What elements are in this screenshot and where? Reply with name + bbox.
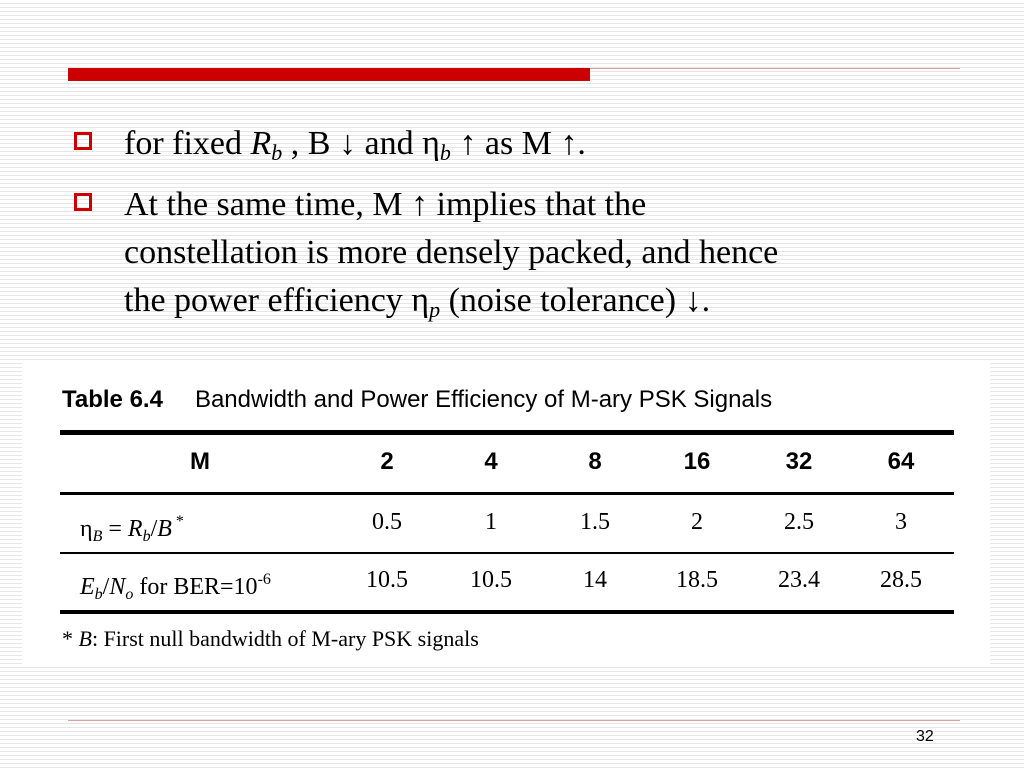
- table-cell: 28.5: [880, 567, 922, 593]
- page-number: 32: [916, 728, 934, 745]
- table-cell: 14: [583, 567, 607, 593]
- table-cell: 3: [895, 509, 907, 535]
- table-row: [60, 502, 954, 545]
- bullet-1-text: for fixed $R_b$ , B ↓ and $\eta_b$ ↑ as M ↑.: [124, 125, 586, 165]
- header-cell: 4: [484, 448, 498, 475]
- header-cell: 8: [588, 448, 602, 475]
- bullet-list: [74, 120, 974, 334]
- header-cell: 2: [380, 448, 394, 475]
- table-cell: 2.5: [784, 509, 814, 535]
- header-cell: 32: [785, 448, 813, 475]
- top-accent-bar: [68, 68, 590, 81]
- header-m: M: [190, 448, 210, 475]
- square-bullet-icon: [74, 132, 92, 150]
- table-cell: 18.5: [676, 567, 718, 593]
- table-figure: [22, 362, 990, 667]
- row-label-eb-no: $E_b/N_o$ for $BER=10^{-6}$: [80, 571, 271, 603]
- table-cell: 1.5: [580, 509, 610, 535]
- table-cell: 0.5: [372, 509, 402, 535]
- table-rule-top: [60, 430, 954, 435]
- table-header-row: [60, 442, 954, 482]
- table-row: [60, 560, 954, 603]
- table-cell: 10.5: [470, 567, 512, 593]
- table-rule-bottom: [60, 610, 954, 614]
- table-title: Bandwidth and Power Efficiency of M-ary PSK Signals: [194, 386, 773, 413]
- bullet-item-2: [74, 181, 974, 334]
- row-label-bandwidth-efficiency: $\eta_B = R_b/B$ *: [80, 513, 184, 545]
- table-rule-mid: [60, 552, 954, 554]
- table-caption: [62, 386, 772, 414]
- header-cell: 64: [887, 448, 915, 475]
- table-footnote: * B: First null bandwidth of M-ary PSK signals: [62, 626, 479, 651]
- bullet-2-line-3: the power efficiency $\eta_p$ (noise tolerance) ↓.: [124, 282, 711, 322]
- top-divider-line: [590, 68, 960, 69]
- bullet-item-1: [74, 120, 974, 177]
- bullet-2-line-2: constellation is more densely packed, and hence: [124, 234, 779, 271]
- square-bullet-icon: [74, 193, 92, 211]
- table-label: Table 6.4: [62, 386, 163, 413]
- bullet-2-line-1: At the same time, M ↑ implies that the: [124, 186, 647, 223]
- table-cell: 1: [485, 509, 497, 535]
- bottom-divider-line: [68, 720, 960, 721]
- table-cell: 2: [691, 509, 703, 535]
- table-cell: 10.5: [366, 567, 408, 593]
- table-cell: 23.4: [778, 567, 820, 593]
- header-cell: 16: [683, 448, 711, 475]
- table-rule-header: [60, 492, 954, 495]
